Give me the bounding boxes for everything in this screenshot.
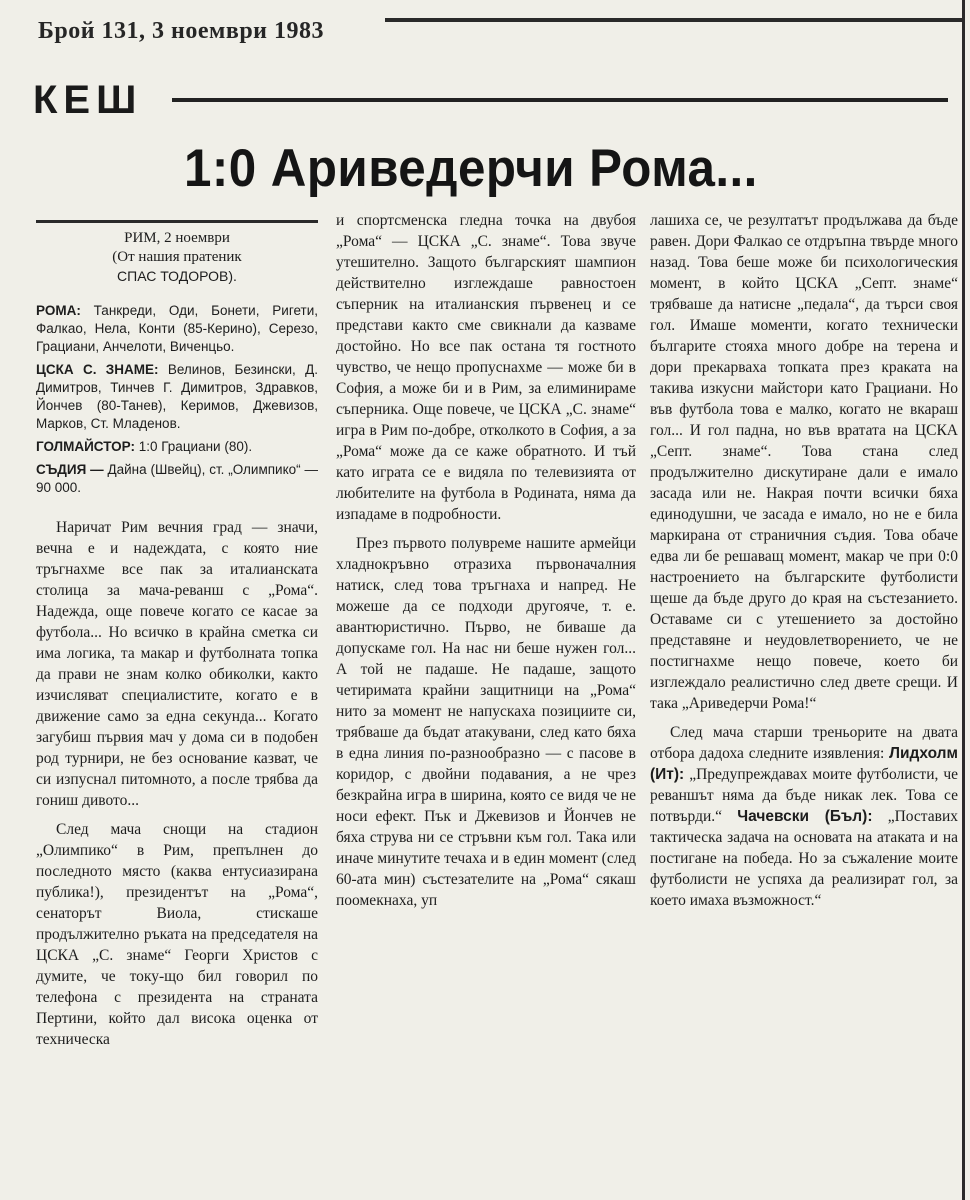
lineups — [36, 302, 318, 497]
column-rule — [36, 220, 318, 223]
dateline — [36, 229, 318, 286]
column-1-body — [36, 517, 318, 1050]
referee: СЪДИЯ — Дайна (Швейц), ст. „Олимпико“ — 90 000. — [36, 462, 318, 495]
paragraph: След мача снощи на стадион „Олимпико“ в Рим, препълнен до последното място (каква ентусиазирана публика!), президентът на „Рома“, сенаторът Виола, стискаше продължително ръката на председателя на ЦСКА „С. знаме“ Георги Христов с думите, че току-що бил говорил по телефона с президента на страната Пертини, който дал висока оценка от техническа — [36, 821, 318, 1048]
author: СПАС ТОДОРОВ). — [117, 268, 237, 284]
column-3 — [650, 210, 958, 911]
section-label: КЕШ — [33, 78, 143, 122]
top-rule — [385, 18, 965, 22]
issue-dateline: Брой 131, 3 ноември 1983 — [38, 18, 325, 44]
lineup-cska: ЦСКА С. ЗНАМЕ: Велинов, Безински, Д. Димитров, Тинчев Г. Димитров, Здравков, Йончев (80-Танев), Керимов, Джевизов, Марков, Ст. Младенов. — [36, 362, 318, 431]
paragraph: През първото полувреме нашите армейци хладнокръвно отразиха първоначалния натиск, след това тръгнаха и напред. Не можеше да се подходи другояче, т. е. авантюристично. Първо, не биваше да допускаме гол. На нас ни беше нужен гол... А той не падаше. Не падаше, защото четиримата крайни защитници на „Рома“ нито за момент не напускаха позициите си, трябваше да бъдат атакувани, след като бяха в една линия по-разнообразно — с пасове в коридор, с двойни подавания, а не чрез безкрайна игра в ширина, която се видя че не носи ефект. Пък и Джевизов и Йончев не бяха струва ни се стръвни към гол. Така или иначе минутите течаха и в един момент (след 60-ата мин) състезателите на „Рома“ сякаш поомекнаха, уп — [336, 535, 637, 909]
coach-statements: След мача старши треньорите на двата отбора дадоха следните изявления: Лидхолм (Ит): „Предупреждавах моите футболисти, че реваншът няма да бъде никак лек. Това се потвърди.“ Чачевски (Бъл): „Поставих тактическа задача на основата на атаката и на постигане на победа. Но за съжаление моите футболисти не успяха да реализират гол, за което имаха възможност.“ — [650, 724, 958, 909]
dateline-place: РИМ, 2 ноември — [124, 230, 230, 246]
goalscorer: ГОЛМАЙСТОР: 1:0 Грациани (80). — [36, 439, 253, 454]
column-1 — [36, 220, 318, 1050]
right-edge-rule — [962, 0, 965, 1200]
section-rule — [172, 98, 948, 102]
paragraph: лашиха се, че резултатът продължава да бъде равен. Дори Фалкао се отдръпна твърде много назад. Това беше може би психологическия момент, в който ЦСКА „Септ. знаме“ трябваше да натисне „педала“, да търси своя гол. Имаше моменти, когато технически българите стояха много добре на терена и дори прекарваха топката през краката на такива изкусни майстори като Грациани. Но във футбола това е малко, когато не вкараш гол... И гол падна, но във вратата на ЦСКА „Септ. знаме“. Това стана след продължително дискутиране дали е имало засада или не. Накрая почти всички бяха единодушни, че засада е имало, но не е била маркирана от страничния съдия. Това обаче едва ли бе решаващ момент, макар че при 0:0 настроението на българските футболисти щеше да бъде друго до края на състезанието. Оставаме си с утешението за достойно представяне и неудовлетворението, че не постигнахме нещо повече, което би изглеждало реалистично след двете срещи. И така „Ариведерчи Рома!“ — [650, 212, 958, 712]
dateline-source: (От нашия пратеник — [112, 249, 242, 265]
headline: 1:0 Ариведерчи Рома... — [184, 139, 758, 198]
paragraph: и спортсменска гледна точка на двубоя „Рома“ — ЦСКА „С. знаме“. Това звуче утешително. Защото българският шампион действително изглеждаше равностоен съперник на италианския първенец и се представи както сме свикнали да казваме достойно. Но все пак остана тя гостното чувство, че нещо пропуснахме — може би в София, а може би и в Рим, за елиминираме съперника. Още повече, че ЦСКА „С. знаме“ игра в Рим по-добре, отколкото в София, а за „Рома“ може да се каже обратното. И тъй като играта се е видяла по телевизията от любителите на футбола в Родината, няма да изпадаме в подробности. — [336, 212, 636, 523]
paragraph: Наричат Рим вечния град — значи, вечна е и надеждата, с която ние тръгнахме все пак за италианската столица за мача-реванш с „Рома“. Надежда, още повече когато се касае за футбола... Но всичко в крайна сметка си има логика, та макар и футболната топка да прави не знам колко обиколки, както изчисляват специалистите, когато е в движение само за една секунда... Когато загубиш първия мач у дома си в подобен род турнири, не без основание казват, че си изпуснал питомното, а после трябва да гониш дивото... — [36, 519, 318, 809]
lineup-roma: РОМА: Танкреди, Оди, Бонети, Ригети, Фалкао, Нела, Конти (85-Керино), Серезо, Грациани, Анчелоти, Виченцьо. — [36, 303, 318, 354]
column-2 — [336, 210, 636, 911]
